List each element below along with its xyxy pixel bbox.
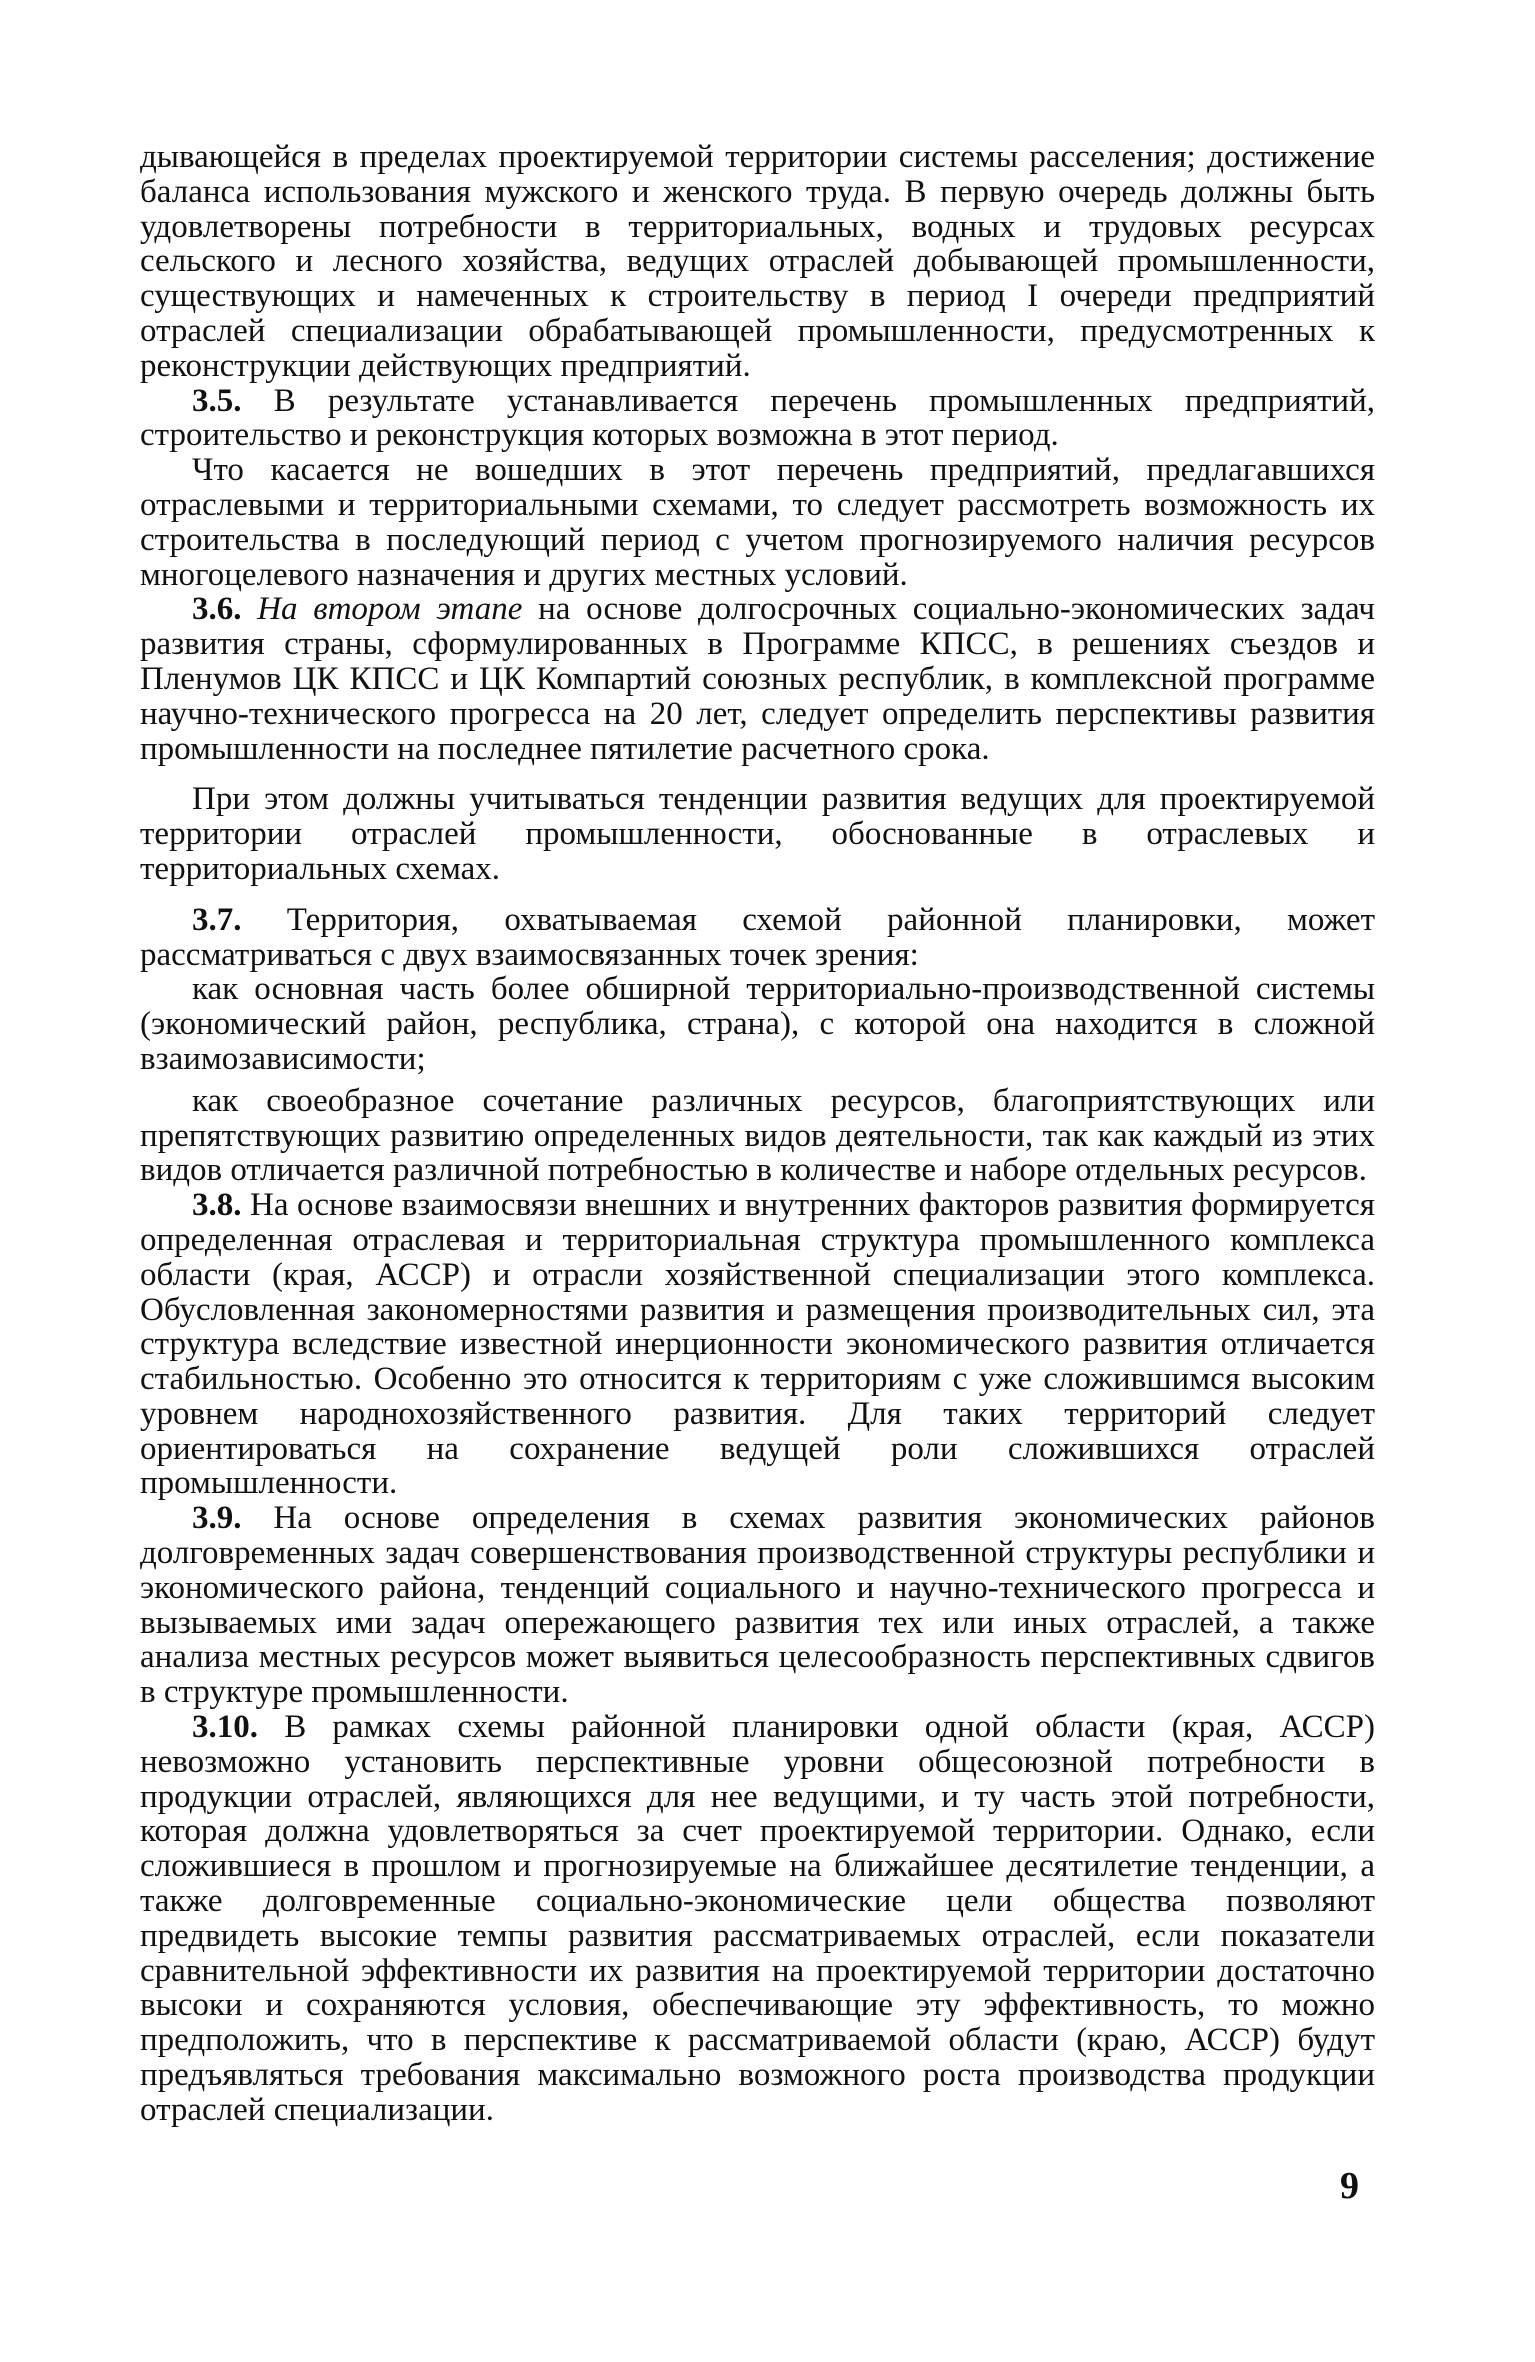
paragraph-3-7: 3.7. Территория, охватываемая схемой районной планировки, может рассматриваться с двух взаимосвязанных точек зрения: [140, 901, 1375, 973]
paragraph-continuation: дывающейся в пределах проектируемой территории системы расселения; достижение баланса использования мужского и женского труда. В первую очередь должны быть удовлетворены потребности в территориальных, водных и трудовых ресурсах сельского и лесного хозяйства, ведущих отраслей добывающей промышленности, существующих и намеченных к строительству в период I очереди предприятий отраслей специализации обрабатывающей промышленности, предусмотренных к реконструкции действующих предприятий. [140, 139, 1375, 384]
paragraph-3-5: 3.5. В результате устанавливается перечень промышленных предприятий, строительство и реконструкция которых возможна в этот период. [140, 382, 1375, 454]
page-body [140, 140, 1375, 2128]
section-number: 3.10. [192, 1709, 258, 1746]
paragraph: Что касается не вошедших в этот перечень предприятий, предлагавшихся отраслевыми и территориальными схемами, то следует рассмотреть возможность их строительства в последующий период с учетом прогнозируемого наличия ресурсов многоцелевого назначения и других местных условий. [140, 452, 1375, 593]
paragraph-list-item: как основная часть более обширной территориально-производственной системы (экономический район, республика, страна), с которой она находится в сложной взаимозависимости; [140, 971, 1375, 1077]
paragraph: При этом должны учитываться тенденции развития ведущих для проектируемой территории отраслей промышленности, обоснованные в отраслевых и территориальных схемах. [140, 781, 1375, 887]
paragraph-3-9: 3.9. На основе определения в схемах развития экономических районов долговременных задач совершенствования производственной структуры республики и экономического района, тенденций социального и научно-технического прогресса и вызываемых ими задач опережающего развития тех или иных отраслей, а также анализа местных ресурсов может выявиться целесообразность перспективных сдвигов в структуре промышленности. [140, 1500, 1375, 1711]
section-number: 3.6. [192, 591, 242, 628]
paragraph-3-8: 3.8. На основе взаимосвязи внешних и внутренних факторов развития формируется определенная отраслевая и территориальная структура промышленного комплекса области (края, АССР) и отрасли хозяйственной специализации этого комплекса. Обусловленная закономерностями развития и размещения производительных сил, эта структура вследствие известной инерционности экономического развития отличается стабильностью. Особенно это относится к территориям с уже сложившимся высоким уровнем народнохозяйственного развития. Для таких территорий следует ориентироваться на сохранение ведущей роли сложившихся отраслей промышленности. [140, 1187, 1375, 1502]
paragraph-list-item: как своеобразное сочетание различных ресурсов, благоприятствующих или препятствующих развитию определенных видов деятельности, так как каждый из этих видов отличается различной потребностью в количестве и наборе отдельных ресурсов. [140, 1082, 1375, 1189]
paragraph-3-6: 3.6. На втором этапе на основе долгосрочных социально-экономических задач развития страны, сформулированных в Программе КПСС, в решениях съездов и Пленумов ЦК КПСС и ЦК Компартий союзных республик, в комплексной программе научно-технического прогресса на 20 лет, следует определить перспективы развития промышленности на последнее пятилетие расчетного срока. [140, 591, 1375, 767]
section-number: 3.7. [192, 901, 242, 938]
section-number: 3.5. [192, 382, 242, 419]
section-number: 3.8. [192, 1187, 242, 1224]
section-number: 3.9. [192, 1500, 242, 1537]
paragraph-3-10: 3.10. В рамках схемы районной планировки одной области (края, АССР) невозможно установить перспективные уровни общесоюзной потребности в продукции отраслей, являющихся для нее ведущими, и ту часть этой потребности, которая должна удовлетворяться за счет проектируемой территории. Однако, если сложившиеся в прошлом и прогнозируемые на ближайшее десятилетие тенденции, а также долговременные социально-экономические цели общества позволяют предвидеть высокие темпы развития рассматриваемых отраслей, если показатели сравнительной эффективности их развития на проектируемой территории достаточно высоки и сохраняются условия, обеспечивающие эту эффективность, то можно предположить, что в перспективе к рассматриваемой области (краю, АССР) будут предъявляться требования максимально возможного роста производства продукции отраслей специализации. [140, 1709, 1375, 2128]
emphasis: На втором этапе [241, 591, 523, 628]
page-number: 9 [1340, 2165, 1359, 2207]
